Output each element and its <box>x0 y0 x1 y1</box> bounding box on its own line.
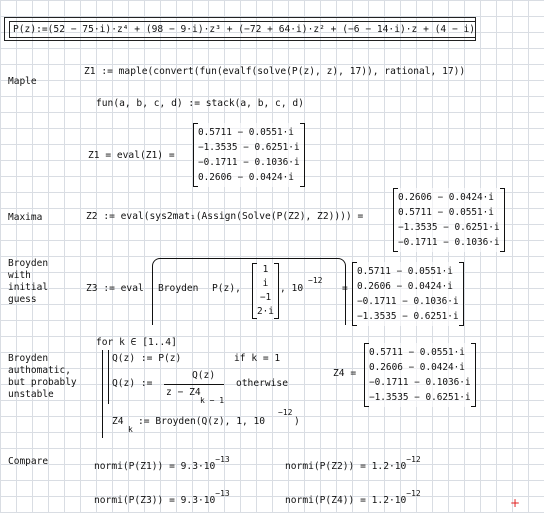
matrix-entry: −1.3535 − 0.6251·i <box>357 311 459 322</box>
normi-z3[interactable] <box>94 489 230 506</box>
fraction-numerator: Q(z) <box>192 370 216 381</box>
label-line: with <box>8 270 31 281</box>
maple-z1-eval[interactable]: Z1 = eval(Z1) = <box>88 150 175 161</box>
maple-z1-expression[interactable]: Z1 := maple(convert(fun(evalf(solve(P(z), z), 17)), rational, 17)) <box>84 66 466 77</box>
maxima-z2-expression[interactable]: Z2 := eval(sys2mat₁(Assign(Solve(P(Z2), Z2)))) = <box>86 211 364 222</box>
z4-result-matrix <box>364 343 476 407</box>
normi-z4[interactable] <box>285 489 421 506</box>
fraction-denominator: z − Z4 <box>166 387 201 398</box>
section-label-broyden-initial <box>8 258 48 306</box>
z4-broyden-call: := Broyden(Q(z), 1, 10 <box>138 416 266 427</box>
equals-sign: = <box>342 283 348 294</box>
z3-result-matrix <box>352 262 464 326</box>
normi-z2-exponent: −12 <box>406 455 421 464</box>
normi-z2-expression: normi(P(Z2)) = 1.2·10 <box>285 461 407 472</box>
section-label-compare: Compare <box>8 456 49 467</box>
z1-result-matrix <box>193 123 305 187</box>
q-if-assignment: Q(z) := P(z) <box>112 353 182 364</box>
matrix-entry: −1.3535 − 0.6251·i <box>398 222 500 233</box>
label-line: Broyden <box>8 353 49 364</box>
label-line: Broyden <box>8 258 49 269</box>
q-else-assignment: Q(z) := <box>112 378 153 389</box>
for-loop-header: for k ∈ [1..4] <box>96 337 177 348</box>
z2-result-matrix <box>393 188 505 252</box>
loop-body-bracket <box>102 350 103 438</box>
matrix-entry: 0.2606 − 0.0424·i <box>198 172 294 183</box>
matrix-entry: −0.1711 − 0.1036·i <box>198 157 300 168</box>
broyden-auto-program[interactable] <box>94 334 314 442</box>
matrix-entry: 0.5711 − 0.0551·i <box>198 127 294 138</box>
z4-subscript: k <box>128 425 133 434</box>
z4-label[interactable]: Z4 = <box>333 368 357 379</box>
normi-z4-expression: normi(P(Z4)) = 1.2·10 <box>285 495 407 506</box>
fun-definition[interactable]: fun(a, b, c, d) := stack(a, b, c, d) <box>96 98 304 109</box>
matrix-entry: 0.2606 − 0.0424·i <box>398 192 494 203</box>
section-label-maple: Maple <box>8 76 37 87</box>
tolerance-exponent: −12 <box>308 276 323 285</box>
label-line: but probably <box>8 377 77 388</box>
matrix-entry: 0.5711 − 0.0551·i <box>357 266 453 277</box>
polynomial-expression: P(z):=(52 − 75·i)·z⁴ + (98 − 9·i)·z³ + (−72 + 64·i)·z² + (−6 − 14·i)·z + (4 − i) <box>9 21 476 38</box>
if-condition: if k = 1 <box>234 353 281 364</box>
normi-z1-expression: normi(P(Z1)) = 9.3·10 <box>94 461 216 472</box>
otherwise-label: otherwise <box>236 378 288 389</box>
fraction-bar <box>164 384 224 385</box>
polynomial-definition[interactable] <box>4 17 476 41</box>
normi-z2[interactable] <box>285 455 421 472</box>
matrix-entry: −0.1711 − 0.1036·i <box>398 237 500 248</box>
section-label-maxima: Maxima <box>8 212 43 223</box>
tolerance-base: , 10 <box>280 283 304 294</box>
matrix-entry: 0.2606 − 0.0424·i <box>369 362 465 373</box>
normi-z3-exponent: −13 <box>215 489 230 498</box>
guess-entry: i <box>262 278 269 289</box>
z3-expression[interactable] <box>86 250 348 332</box>
normi-z1[interactable] <box>94 455 230 472</box>
guess-entry: 1 <box>262 264 269 275</box>
label-line: initial <box>8 282 49 293</box>
label-line: guess <box>8 294 37 305</box>
matrix-entry: 0.5711 − 0.0551·i <box>398 207 494 218</box>
z3-prefix: Z3 := eval <box>86 283 144 294</box>
guess-entry: 2·i <box>257 306 274 317</box>
normi-z3-expression: normi(P(Z3)) = 9.3·10 <box>94 495 216 506</box>
matrix-entry: 0.5711 − 0.0551·i <box>369 347 465 358</box>
branch-bracket <box>108 350 109 404</box>
section-label-broyden-auto <box>8 353 77 401</box>
normi-z1-exponent: −13 <box>215 455 230 464</box>
matrix-entry: 0.2606 − 0.0424·i <box>357 281 453 292</box>
matrix-entry: −1.3535 − 0.6251·i <box>198 142 300 153</box>
z4-close-paren: ) <box>294 416 300 427</box>
guess-entry: −1 <box>259 292 272 303</box>
initial-guess-vector <box>252 263 279 319</box>
matrix-entry: −0.1711 − 0.1036·i <box>357 296 459 307</box>
matrix-entry: −1.3535 − 0.6251·i <box>369 392 471 403</box>
broyden-call: Broyden <box>158 283 199 294</box>
normi-z4-exponent: −12 <box>406 489 421 498</box>
label-line: authomatic, <box>8 365 71 376</box>
label-line: unstable <box>8 389 54 400</box>
z4-exponent: −12 <box>278 408 293 417</box>
insertion-cursor-icon: + <box>510 496 521 510</box>
z4-target: Z4 <box>112 416 124 427</box>
matrix-entry: −0.1711 − 0.1036·i <box>369 377 471 388</box>
fraction-subscript: k − 1 <box>200 396 225 405</box>
p-argument: P(z), <box>212 283 241 294</box>
